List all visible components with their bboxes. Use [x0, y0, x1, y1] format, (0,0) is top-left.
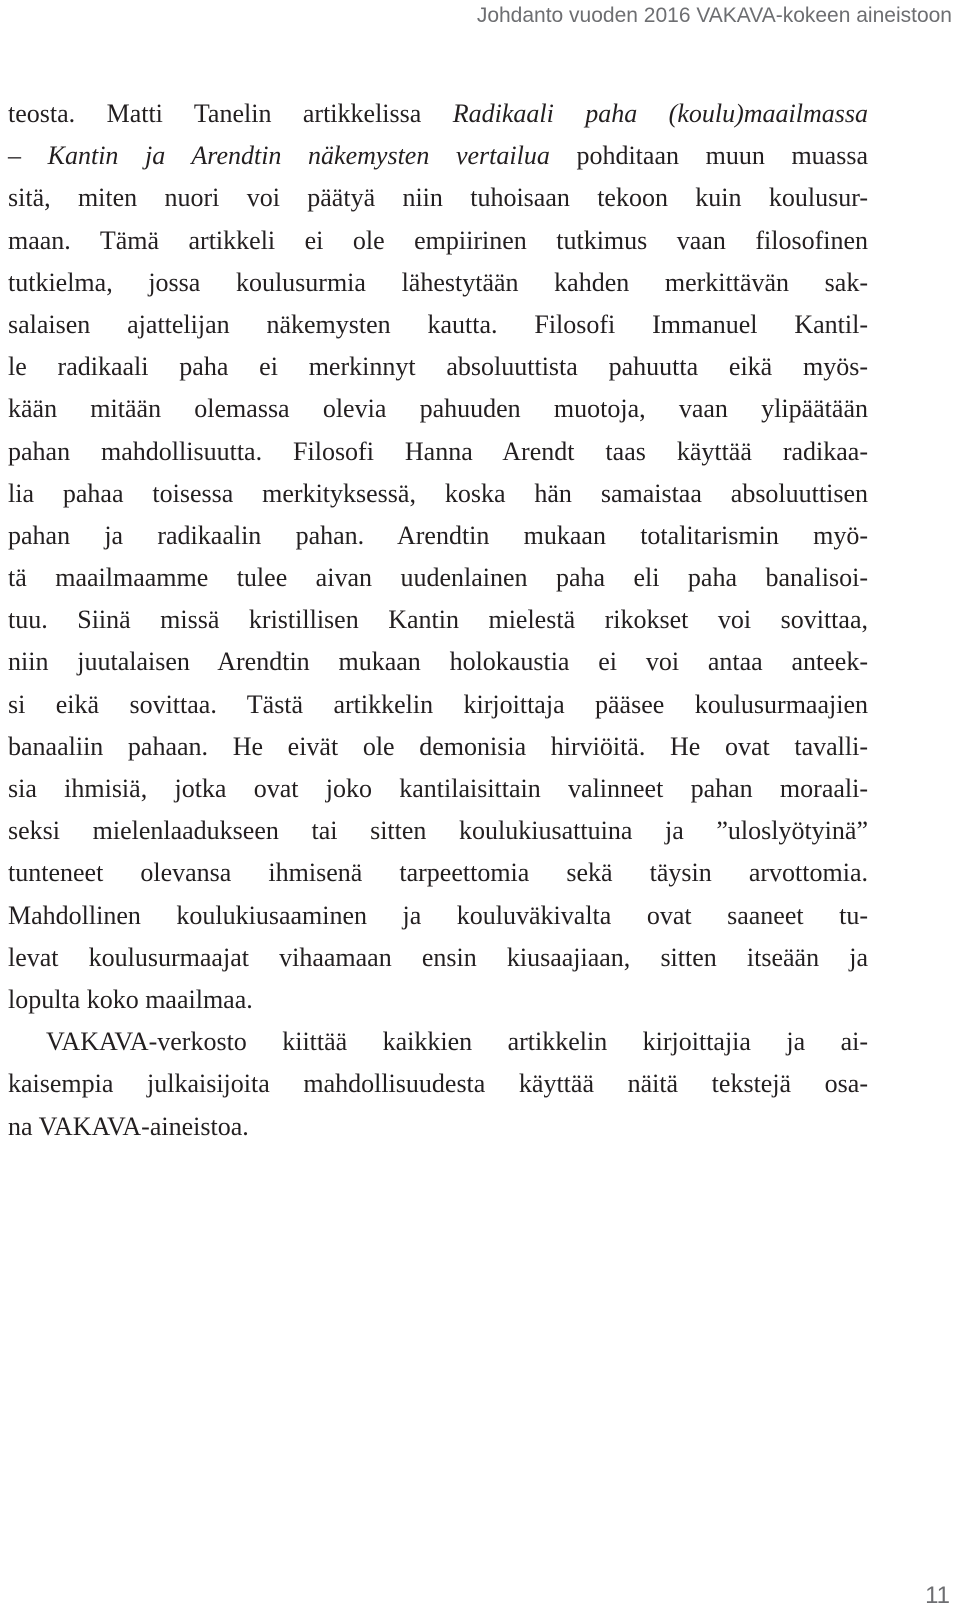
- page-number: 11: [925, 1582, 950, 1609]
- text-line: seksi mielenlaadukseen tai sitten koulukiusattuina ja ”uloslyötyinä”: [8, 816, 868, 846]
- text-line: le radikaali paha ei merkinnyt absoluuttista pahuutta eikä myös-: [8, 352, 868, 382]
- text-line: tutkielma, jossa koulusurmia lähestytään kahden merkittävän sak-: [8, 267, 868, 297]
- text-line: salaisen ajattelijan näkemysten kautta. Filosofi Immanuel Kantil-: [8, 309, 868, 339]
- text-line: maan. Tämä artikkeli ei ole empiirinen tutkimus vaan filosofinen: [8, 225, 868, 255]
- text-line: kään mitään olemassa olevia pahuuden muotoja, vaan ylipäätään: [8, 394, 868, 424]
- text-line: lia pahaa toisessa merkityksessä, koska hän samaistaa absoluuttisen: [8, 478, 868, 508]
- text-line: pahan ja radikaalin pahan. Arendtin mukaan totalitarismin myö-: [8, 520, 868, 550]
- text-line: levat koulusurmaajat vihaamaan ensin kiusaajiaan, sitten itseään ja: [8, 942, 868, 972]
- text-line: tuu. Siinä missä kristillisen Kantin mielestä rikokset voi sovittaa,: [8, 605, 868, 635]
- text-line: tä maailmaamme tulee aivan uudenlainen paha eli paha banalisoi-: [8, 563, 868, 593]
- article-title-italic: Radikaali paha (koulu)maailmassa: [452, 99, 868, 128]
- text-line: sia ihmisiä, jotka ovat joko kantilaisittain valinneet pahan moraali-: [8, 774, 868, 803]
- text-line: VAKAVA-verkosto kiittää kaikkien artikkelin kirjoittajia ja ai-: [46, 1027, 868, 1057]
- text-line: si eikä sovittaa. Tästä artikkelin kirjoittaja pääsee koulusurmaajien: [8, 689, 868, 719]
- body-text: [8, 93, 868, 1148]
- text-line: tunteneet olevansa ihmisenä tarpeettomia sekä täysin arvottomia.: [8, 858, 868, 888]
- text-line: banaaliin pahaan. He eivät ole demonisia hirviöitä. He ovat tavalli-: [8, 731, 868, 761]
- text-line: lopulta koko maailmaa.: [8, 984, 253, 1014]
- text-line: pahan mahdollisuutta. Filosofi Hanna Arendt taas käyttää radikaa-: [8, 436, 868, 466]
- text-line: sitä, miten nuori voi päätyä niin tuhoisaan tekoon kuin koulusur-: [8, 183, 868, 213]
- text-line: niin juutalaisen Arendtin mukaan holokaustia ei voi antaa anteek-: [8, 647, 868, 677]
- text-line: Mahdollinen koulukiusaaminen ja kouluväkivalta ovat saaneet tu-: [8, 900, 868, 930]
- text-line: na VAKAVA-aineistoa.: [8, 1111, 249, 1141]
- article-subtitle-italic: – Kantin ja Arendtin näkemysten vertailua: [8, 141, 550, 171]
- text-line: – Kantin ja Arendtin näkemysten vertailua pohditaan muun muassa: [8, 141, 868, 171]
- text-line: teosta. Matti Tanelin artikkelissa Radikaali paha (koulu)maailmassa: [8, 99, 868, 128]
- text-line: kaisempia julkaisijoita mahdollisuudesta käyttää näitä tekstejä osa-: [8, 1069, 868, 1099]
- running-header: Johdanto vuoden 2016 VAKAVA-kokeen aineistoon: [476, 4, 952, 27]
